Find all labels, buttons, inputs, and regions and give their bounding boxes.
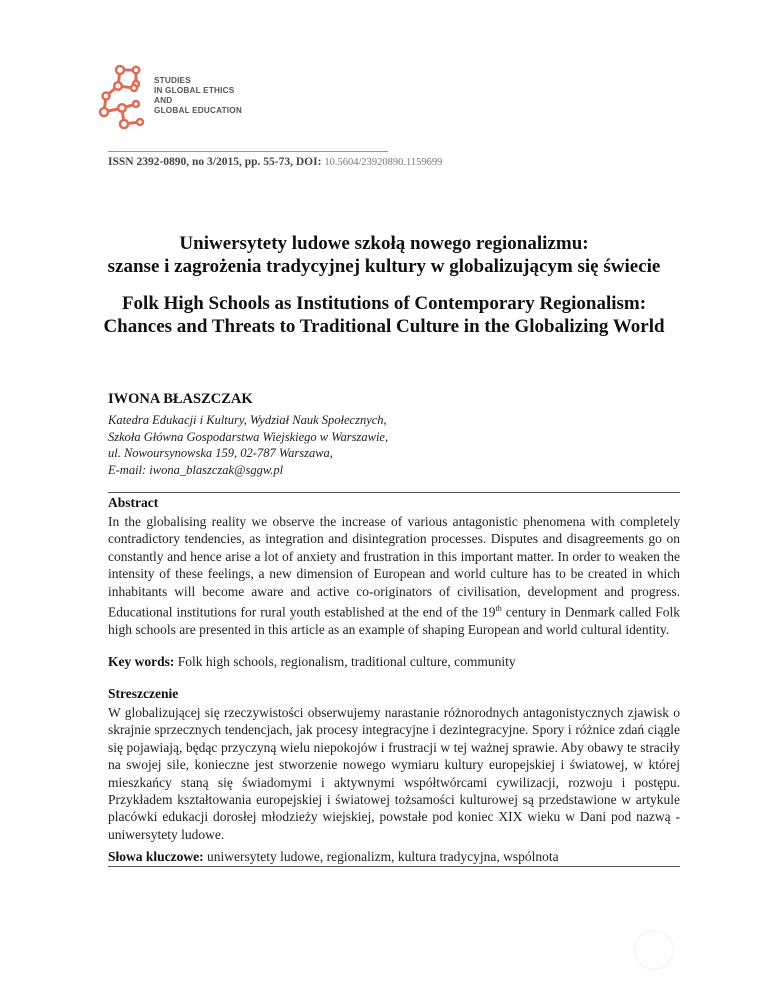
title-line: Chances and Threats to Traditional Culture in the Globalizing World: [103, 316, 665, 337]
author-name: IWONA BŁASZCZAK: [108, 391, 253, 407]
issn: ISSN 2392-0890,: [108, 156, 190, 168]
affiliation-line: Katedra Edukacji i Kultury, Wydział Nauk Społecznych,: [108, 413, 387, 427]
slowa-label: Słowa kluczowe:: [108, 849, 204, 864]
keywords: [108, 654, 680, 670]
watermark-seal: [634, 930, 674, 970]
affiliation-line: ul. Nowoursynowska 159, 02-787 Warszawa,: [108, 446, 333, 460]
abstract-text-part: century in Denmark called Folk high schools are presented in this article as an example of shaping European and world cultural identity.: [108, 604, 680, 637]
molecule-logo-icon: [96, 62, 152, 132]
title-line: Folk High Schools as Institutions of Contemporary Regionalism:: [121, 293, 647, 314]
issue-pages: no 3/2015, pp. 55-73,: [192, 156, 293, 168]
logo-text: [154, 76, 242, 116]
logo-line: GLOBAL EDUCATION: [154, 106, 242, 115]
slowa-text: uniwersytety ludowe, regionalizm, kultura tradycyjna, wspólnota: [203, 849, 559, 864]
title-english: [80, 292, 688, 338]
header-divider: [108, 151, 388, 152]
title-line: szanse i zagrożenia tradycyjnej kultury w globalizującym się świecie: [107, 256, 661, 277]
author-email: E-mail: iwona_blaszczak@sggw.pl: [108, 462, 284, 477]
abstract-divider: [108, 492, 680, 493]
keywords-label: Key words:: [108, 654, 175, 669]
abstract-heading: Abstract: [108, 495, 159, 510]
slowa-kluczowe: [108, 849, 680, 865]
logo-line: IN GLOBAL ETHICS: [154, 86, 235, 95]
doi-value: 10.5604/23920890.1159699: [324, 157, 443, 168]
issn-line: [108, 156, 442, 168]
streszczenie-heading: Streszczenie: [108, 686, 179, 701]
streszczenie-text: W globalizującej się rzeczywistości obserwujemy narastanie różnorodnych antagonistycznych zjawisk o skrajnie sprzecznych tendencjach, jak procesy integracyjne i dezintegracyjne. Spory i różnice zdań ciągle się pojawiają, będąc przyczyną wielu niepokojów i frustracji w tej ważnej sprawie. Aby obawy te straciły na swojej sile, konieczne jest stworzenie nowego wymiaru kultury europejskiej i światowej, w której mieszkańcy staną się świadomymi i aktywnymi współtwórcami cywilizacji, rozwoju i postępu. Przykładem kształtowania europejskiej i światowej tożsamości kulturowej są przedstawione w artykule placówki edukacji dorosłej młodzieży wiejskiej, powstałe pod koniec XIX wieku w Dani pod nazwą - uniwersytety ludowe.: [108, 705, 680, 842]
doi-label: DOI:: [295, 156, 322, 168]
bottom-divider: [108, 866, 680, 867]
title-line: Uniwersytety ludowe szkołą nowego regionalizmu:: [179, 233, 589, 254]
abstract-text: [108, 513, 680, 638]
title-polish: [80, 232, 688, 278]
logo-line: STUDIES: [154, 76, 191, 85]
abstract-text-part: In the globalising reality we observe the increase of various antagonistic phenomena with completely contradictory tendencies, as integration and disintegration processes. Disputes and disagreements go on constantly and hence arise a lot of anxiety and frustration in this important matter. In order to weaken the intensity of these feelings, a new dimension of European and world culture has to be created in which inhabitants will become aware and active co-originators of civilisation, development and progress. Educational institutions for rural youth established at the end of the 19: [108, 514, 680, 620]
logo-line: AND: [154, 96, 173, 105]
keywords-text: Folk high schools, regionalism, traditional culture, community: [174, 654, 516, 669]
abstract-superscript: th: [495, 604, 502, 614]
journal-logo: [96, 62, 296, 132]
affiliation-line: Szkoła Główna Gospodarstwa Wiejskiego w Warszawie,: [108, 429, 389, 444]
author-affiliation: [108, 412, 668, 478]
